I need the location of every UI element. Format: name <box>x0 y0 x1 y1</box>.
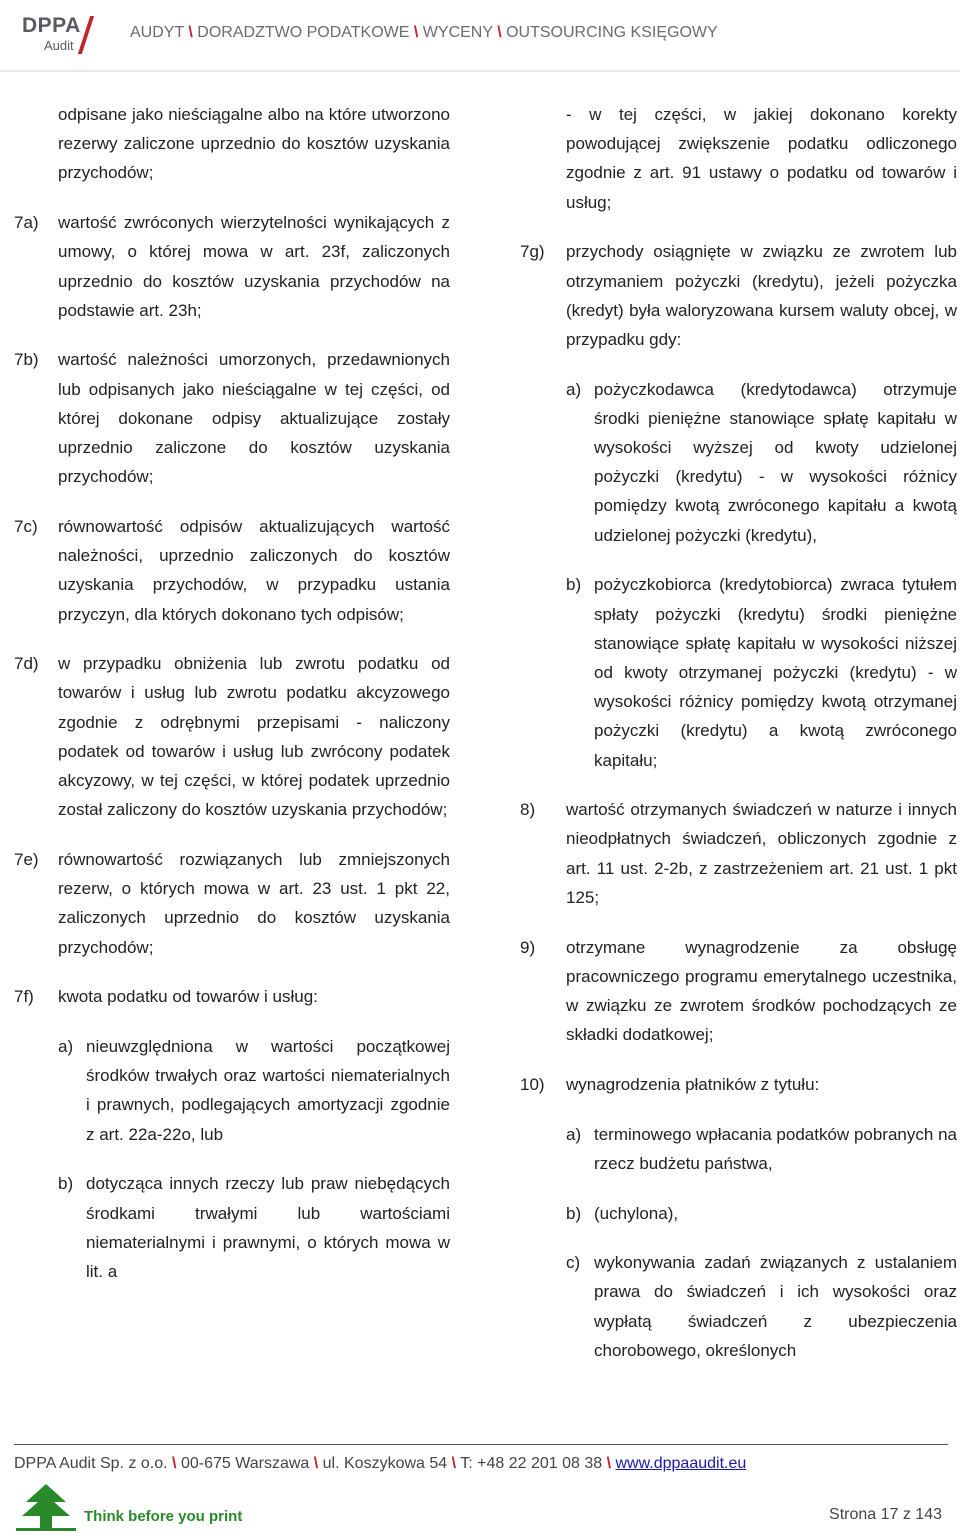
item-label: 10) <box>520 1074 545 1094</box>
logo-main-text: DPPA <box>22 14 81 37</box>
page-header <box>0 0 960 72</box>
sub-item-label: a) <box>58 1036 74 1056</box>
service-valuations: WYCENY <box>422 24 493 41</box>
item-label: 7d) <box>14 654 39 674</box>
item-text: wartość zwróconych wierzytelności wynikających z umowy, o której mowa w art. 23f, zaliczonych uprzednio do kosztów uzyskania przychodów na podstawie art. 23h; <box>58 213 450 320</box>
footer-separator: \ <box>606 1455 612 1472</box>
nav-separator: \ <box>188 24 193 41</box>
sub-item <box>58 1032 450 1149</box>
service-audit: AUDYT <box>130 24 184 41</box>
item-text: wartość należności umorzonych, przedawnionych lub odpisanych jako nieściągalne w tej części, od której dokonane odpisy aktualizujące zostały uprzednio zaliczone do kosztów uzyskania przychodów; <box>58 350 450 487</box>
item-label: 7c) <box>14 516 38 536</box>
item-label: 7e) <box>14 849 39 869</box>
footer-motto: Think before you print <box>84 1508 243 1525</box>
website-link[interactable]: www.dppaaudit.eu <box>615 1455 747 1472</box>
item-text: kwota podatku od towarów i usług: <box>58 987 318 1007</box>
sub-item-text: (uchylona), <box>594 1203 679 1223</box>
header-services <box>130 24 718 42</box>
footer-separator: \ <box>172 1455 177 1472</box>
right-column <box>520 100 957 1386</box>
sub-item <box>566 570 957 774</box>
sub-list <box>566 375 957 775</box>
footer-separator: \ <box>451 1455 457 1472</box>
footer-street: ul. Koszykowa 54 <box>322 1455 448 1472</box>
sub-item-text: wykonywania zadań związanych z ustalaniem prawa do świadczeń i ich wysokości oraz wypłatą świadczeń z ubezpieczenia chorobowego, określonych <box>594 1253 957 1360</box>
item-text: wartość otrzymanych świadczeń w naturze i innych nieodpłatnych świadczeń, obliczonych zgodnie z art. 11 ust. 2-2b, z zastrzeżeniem art. 21 ust. 1 pkt 125; <box>566 800 957 907</box>
footer-city: 00-675 Warszawa <box>180 1455 310 1472</box>
sub-item-label: b) <box>566 1203 582 1223</box>
sub-item-label: a) <box>566 1124 582 1144</box>
nav-separator: \ <box>497 24 502 41</box>
footer-separator: \ <box>313 1455 319 1472</box>
nav-separator: \ <box>413 24 419 41</box>
sub-item <box>566 1199 957 1228</box>
item-label: 7f) <box>14 987 34 1007</box>
left-column <box>14 100 450 1307</box>
item-body <box>566 237 957 774</box>
sub-item-text: dotycząca innych rzeczy lub praw niebędących środkami trwałymi lub wartościami niematerialnymi i prawnymi, o których mowa w lit. a <box>86 1174 450 1281</box>
sub-list <box>58 1032 450 1286</box>
item-body <box>566 1070 957 1365</box>
sub-item <box>58 1169 450 1286</box>
list-item <box>520 237 957 774</box>
sub-item-label: a) <box>566 379 582 399</box>
sub-item-text: pożyczkobiorca (kredytobiorca) zwraca tytułem spłaty pożyczki (kredytu) środki pieniężne stanowiące spłatę kapitału w wysokości niższej od kwoty otrzymanej pożyczki (kredytu) - w wysokości różnicy pomiędzy kwotą otrzymanej pożyczki (kredytu) a kwotą zwróconego kapitału; <box>594 575 957 770</box>
item-text: w przypadku obniżenia lub zwrotu podatku od towarów i usług lub zwrotu podatku akcyzowego zgodnie z odrębnymi przepisami - naliczony podatek od towarów i usług lub zwrócony podatek akcyzowy, w tej części, w której podatek uprzednio został zaliczony do kosztów uzyskania przychodów; <box>58 654 450 820</box>
sub-item <box>566 1248 957 1365</box>
item-label: 7a) <box>14 213 39 233</box>
item-label: 7g) <box>520 242 545 262</box>
item-label: 7b) <box>14 350 39 370</box>
service-accounting: OUTSOURCING KSIĘGOWY <box>506 24 718 41</box>
list-item <box>14 649 450 824</box>
tree-icon <box>16 1482 76 1534</box>
sub-item-text: nieuwzględniona w wartości początkowej środków trwałych oraz wartości niematerialnych i prawnych, podlegających amortyzacji zgodnie z art. 22a-22o, lub <box>86 1036 450 1144</box>
item-text: równowartość rozwiązanych lub zmniejszonych rezerw, o których mowa w art. 23 ust. 1 pkt 22, zaliczonych uprzednio do kosztów uzyskania przychodów; <box>58 849 450 957</box>
footer-address <box>14 1455 746 1473</box>
list-item <box>14 345 450 491</box>
company-logo <box>22 14 102 58</box>
list-item <box>520 795 957 912</box>
list-item <box>14 512 450 629</box>
continuation-text: odpisane jako nieściągalne albo na które utworzono rezerwy zaliczone uprzednio do kosztów uzyskania przychodów; <box>58 105 450 183</box>
sub-item-text: terminowego wpłacania podatków pobranych na rzecz budżetu państwa, <box>594 1124 957 1173</box>
item-text: przychody osiągnięte w związku ze zwrotem lub otrzymaniem pożyczki (kredytu), jeżeli pożyczka (kredyt) była waloryzowana kursem waluty obcej, w przypadku gdy: <box>566 242 957 349</box>
list-item <box>14 208 450 325</box>
page-number: Strona 17 z 143 <box>829 1506 942 1523</box>
sub-item-label: c) <box>566 1253 581 1273</box>
list-item <box>520 933 957 1050</box>
footer-company: DPPA Audit Sp. z o.o. <box>14 1455 168 1472</box>
list-item <box>14 845 450 962</box>
item-text: równowartość odpisów aktualizujących wartość należności, uprzednio zaliczonych do kosztów uzyskania przychodów, w przypadku ustania przyczyn, dla których dokonano tych odpisów; <box>58 516 450 624</box>
sub-item-label: b) <box>566 575 582 595</box>
sub-list <box>566 1120 957 1365</box>
item-label: 9) <box>520 937 536 957</box>
sub-item-text: pożyczkodawca (kredytodawca) otrzymuje środki pieniężne stanowiące spłatę kapitału w wysokości wyższej od kwoty udzielonej pożyczki (kredytu) - w wysokości różnicy pomiędzy kwotą zwróconego kapitału a kwotą udzielonej pożyczki (kredytu), <box>594 379 957 545</box>
footer-phone: T: +48 22 201 08 38 <box>460 1455 603 1472</box>
list-item <box>520 1070 957 1365</box>
item-label: 8) <box>520 800 536 820</box>
item-text: wynagrodzenia płatników z tytułu: <box>566 1074 820 1094</box>
sub-item <box>566 375 957 550</box>
item-text: otrzymane wynagrodzenie za obsługę pracowniczego programu emerytalnego uczestnika, w związku ze zwrotem środków pochodzących ze składki dodatkowej; <box>566 937 957 1045</box>
header-divider <box>0 70 960 72</box>
footer-divider <box>14 1444 948 1445</box>
sub-item <box>566 1120 957 1178</box>
continuation-text: - w tej części, w jakiej dokonano korekty powodującej zwiększenie podatku odliczonego zgodnie z art. 91 ustawy o podatku od towarów i usług; <box>566 105 957 212</box>
item-body <box>58 982 450 1286</box>
sub-item-label: b) <box>58 1174 74 1194</box>
list-item <box>14 982 450 1286</box>
service-tax-advisory: DORADZTWO PODATKOWE <box>197 24 410 41</box>
logo-sub-text: Audit <box>44 38 74 53</box>
